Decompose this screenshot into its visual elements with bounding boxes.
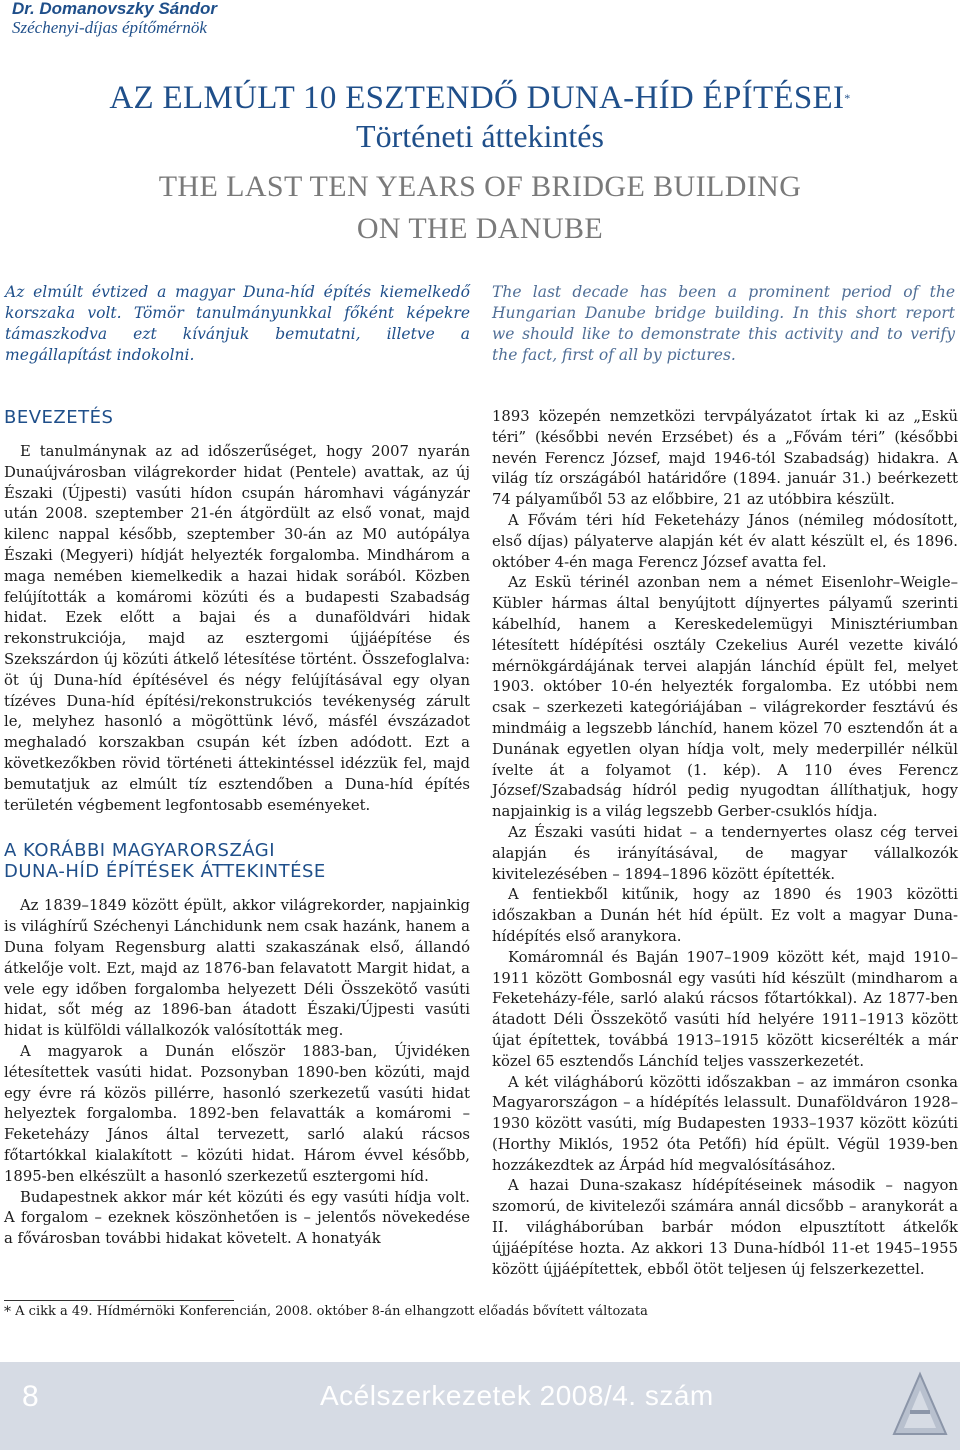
paragraph: Az Eskü térinél azonban nem a német Eisenlohr–Weigle–Kübler hármas által benyújtott díjnyertes pályamű szerinti kábelhíd, hanem a Kereskedelemügyi Minisztériumban létesített hídépítési osztály Czekelius Aurél vezette kiváló mérnökgárdájának tervei alapján lánchíd épült fel, melyet 1903. október 10-én helyezték forgalomba. Ez utóbbi nem csak – szerkezeti kategóriájában – világrekorder fesztávú és mindmáig a legszebb lánchíd, hanem közel 70 esztendőn át a Dunának egyetlen olyan hídja volt, mely mederpillér nélkül ívelte át a folyamot (1. kép). A 110 éves Ferencz József/Szabadság hídról pedig nyugodtan állíthatjuk, hogy napjainkig is a világ legszebb Gerber-csuklós hídja. xyxy=(492,574,958,821)
footnote-text: A cikk a 49. Hídmérnöki Konferencián, 2008. október 8-án elhangzott előadás bővített változata xyxy=(15,1304,648,1319)
footnote-divider xyxy=(4,1300,234,1301)
paragraph: A két világháború közötti időszakban – az immáron csonka Magyarországon – a hídépítés lelassult. Dunaföldváron 1928–1930 között vasúti, míg Budapesten 1933–1937 között közúti (Horthy Miklós, 1952 óta Petőfi) híd épült. Végül 1939-ben hozzákezdtek az Árpád híd megvalósításához. xyxy=(492,1073,958,1174)
paragraph: Az Északi vasúti hidat – a tendernyertes olasz cég tervei alapján és irányításával, de magyar vállalkozók kivitelezésében – 1894–1896 között építették. xyxy=(492,823,958,883)
title-hungarian xyxy=(0,80,960,116)
paragraph: A fentiekből kitűnik, hogy az 1890 és 1903 közötti időszakban a Dunán hét híd épült. Ez volt a magyar Duna-hídépítés első aranykora. xyxy=(492,886,958,945)
paragraph: A Fővám téri híd Feketeházy János (némileg módosított, első díjas) pályaterve alapján két év alatt készült el, és 1896. október 4-én maga Ferencz József avatta fel. xyxy=(492,511,958,571)
paragraph: Budapestnek akkor már két közúti és egy vasúti hídja volt. A forgalom – ezeknek köszönhetően is – jelentős növekedése a fővárosban további hidakat követelt. A honatyák xyxy=(4,1188,470,1248)
paragraph: Az 1839–1849 között épült, akkor világrekorder, napjainkig is világhírű Széchenyi Lánchidunk nem csak hazánk, hanem a Duna folyam Regensburg alatti szakaszának első, állandó átkelője volt. Ezt, majd az 1876-ban felavatott Margit hidat, a vele egy időben forgalomba helyezett Déli Összekötő vasúti hidat, sőt még az 1896-ban átadott Északi/Újpesti vasúti hidat is külföldi vállalkozók valósították meg. xyxy=(4,897,470,1040)
footnote-mark: * xyxy=(4,1304,11,1320)
paragraph: A magyarok a Dunán először 1883-ban, Újvidéken létesítettek vasúti hidat. Pozsonyban 1890-ben közúti, majd egy évre rá közös pillérre, hasonló szerkezetű vasúti hidat helyeztek forgalomba. 1892-ben felavatták a komáromi – Feketeházy János által tervezett, sarló alakú rácsos főtartókkal kialakított – közúti hidat. Három évvel később, 1895-ben elkészült a hasonló szerkezetű esztergomi híd. xyxy=(4,1042,470,1185)
author-name: Dr. Domanovszky Sándor xyxy=(12,0,218,18)
heading-overview-line2: DUNA-HÍD ÉPÍTÉSEK ÁTTEKINTÉSE xyxy=(4,861,326,883)
heading-overview-line1: A KORÁBBI MAGYARORSZÁGI xyxy=(4,840,276,862)
abstract-hungarian: Az elmúlt évtized a magyar Duna-híd építés kiemelkedő korszaka volt. Tömör tanulmányunkkal főként képekre támaszkodva ezt kívánjuk bemutatni, illetve a megállapítást indokolni. xyxy=(5,283,470,364)
publisher-logo-icon xyxy=(892,1370,948,1438)
author-block xyxy=(12,0,217,38)
footnote xyxy=(4,1303,648,1321)
right-column xyxy=(492,407,958,1280)
title-block xyxy=(0,80,960,250)
title-english-line2: ON THE DANUBE xyxy=(356,212,604,245)
title-hungarian-text: AZ ELMÚLT 10 ESZTENDŐ DUNA-HÍD ÉPÍTÉSEI xyxy=(109,80,845,116)
title-english-line1: THE LAST TEN YEARS OF BRIDGE BUILDING xyxy=(158,170,802,203)
left-column xyxy=(4,407,470,1250)
paragraph: E tanulmánynak az ad időszerűséget, hogy 2007 nyarán Dunaújvárosban világrekorder hidat (Pentele) avattak, az új Északi (Újpesti) vasúti hídon csupán háromhavi vágányzár után 2008. szeptember 21-én átgördült az első vonat, majd kilenc nappal később, szeptember 30-án az M0 autópálya Északi (Megyeri) hídját helyezték forgalomba. Mindhárom a maga nemében kiemelkedik a hazai hidak sorából. Közben felújították a komáromi közúti és a budapesti Szabadság hidat. Ezek előtt a bajai és a dunaföldvári hidak rekonstrukciója, majd az esztergomi újjáépítése és Szekszárdon új közúti átkelő létesítése történt. Összefoglalva: öt új Duna-híd építésével és négy felújításával egy olyan tízéves Duna-híd építési/rekonstrukciós tevékenység zárult le, melyhez hasonló a mögöttünk lévő, másfél évszázadot meghaladó korszakban csupán két ízben adódott. Ezt a következőkben rövid történeti áttekintéssel idézzük fel, majd bemutatjuk az elmúlt tíz esztendőben a Duna-híd építés területén végbement legfontosabb eseményeket. xyxy=(4,443,470,814)
subtitle-hungarian: Történeti áttekintés xyxy=(356,118,604,154)
heading-introduction: BEVEZETÉS xyxy=(4,407,114,428)
page-number: 8 xyxy=(22,1380,39,1413)
paragraph: Komáromnál és Baján 1907–1909 között két, majd 1910–1911 között Gombosnál egy vasúti híd készült (mindharom a Feketeházy-féle, sarló alakú rácsos főtartókkal). Az 1877-ben átadott Déli Összekötő vasúti híd helyére 1911–1913 között újat építettek, továbbá 1913–1915 között kicserélték a már közel 65 esztendős Lánchíd teljes vasszerkezetét. xyxy=(492,948,958,1070)
title-footnote-mark: * xyxy=(844,91,851,105)
paragraph: A hazai Duna-szakasz hídépítéseinek második – nagyon szomorú, de kivitelezői számára annál dicsőbb – aranykorát a II. világháborúban barbár módon elpusztított átkelők újjáépítése hozta. Az akkori 13 Duna-hídból 11-et 1945–1955 között újjáépítettek, ebből ötöt teljesen új felszerkezettel. xyxy=(492,1177,958,1278)
author-affiliation: Széchenyi-díjas építőmérnök xyxy=(12,18,207,37)
paragraph: 1893 közepén nemzetközi tervpályázatot írtak ki az „Eskü téri” (későbbi nevén Erzsébet) és a „Fővám téri” (későbbi nevén Ferencz József, majd 1946-tól Szabadság) hidakra. A világ tíz országából határidőre (1894. január 31.) beérkezett 74 pályaműből 53 az előbbire, 21 az utóbbira készült. xyxy=(492,408,958,509)
abstract-english: The last decade has been a prominent period of the Hungarian Danube bridge building. In this short report we should like to demonstrate this activity and to verify the fact, first of all by pictures. xyxy=(492,283,955,364)
journal-name: Acélszerkezetek 2008/4. szám xyxy=(320,1380,714,1411)
